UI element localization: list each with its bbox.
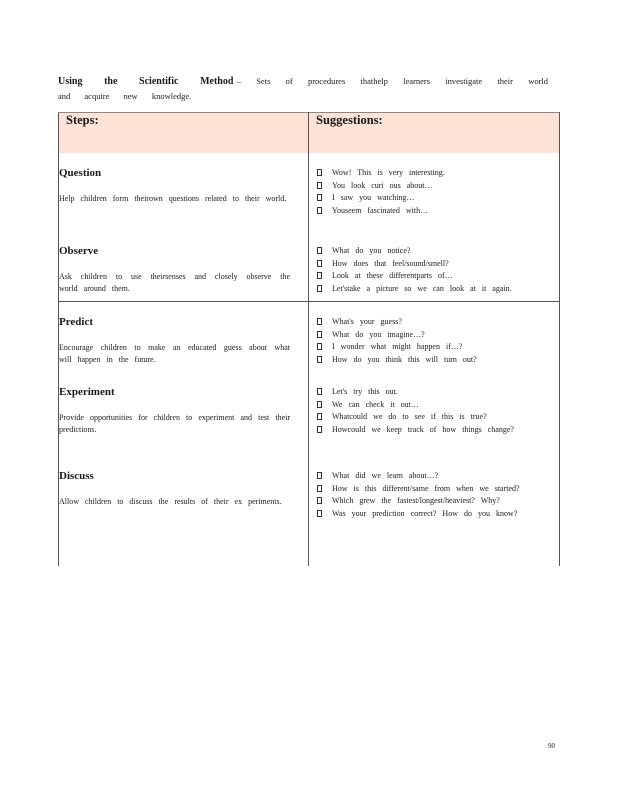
list-item: Howcould we keep track of how things change? bbox=[317, 424, 543, 437]
list-item: Wow! This is very interesting. bbox=[317, 167, 543, 180]
list-item: Was your prediction correct? How do you know? bbox=[317, 508, 543, 521]
checkbox-bullet-icon bbox=[317, 169, 322, 176]
list-item: How is this different/same from when we started? bbox=[317, 483, 543, 496]
list-item: Look at these differentparts of… bbox=[317, 270, 543, 283]
checkbox-bullet-icon bbox=[317, 318, 322, 325]
intro-paragraph bbox=[58, 74, 548, 103]
suggestion-list bbox=[309, 316, 559, 366]
checkbox-bullet-icon bbox=[317, 510, 322, 517]
checkbox-bullet-icon bbox=[317, 260, 322, 267]
suggestion-list bbox=[309, 386, 559, 436]
list-item: Whatcould we do to see if this is true? bbox=[317, 411, 543, 424]
scientific-method-table bbox=[58, 112, 560, 566]
checkbox-bullet-icon bbox=[317, 413, 322, 420]
list-item: We can check it out… bbox=[317, 399, 543, 412]
step-name: Predict bbox=[59, 316, 94, 328]
table-row-observe bbox=[59, 239, 560, 302]
list-item: I wonder what might happen if…? bbox=[317, 341, 543, 354]
list-item: Which grew the fastest/longest/heaviest? Why? bbox=[317, 495, 543, 508]
checkbox-bullet-icon bbox=[317, 356, 322, 363]
suggestion-list bbox=[309, 470, 559, 520]
table-row-experiment bbox=[59, 378, 560, 466]
step-description: Provide opportunities for children to experiment and test their predictions. bbox=[59, 413, 290, 434]
list-item: Let'stake a picture so we can look at it again. bbox=[317, 283, 543, 296]
checkbox-bullet-icon bbox=[317, 485, 322, 492]
step-name: Observe bbox=[59, 245, 99, 257]
table-row-predict bbox=[59, 302, 560, 379]
table-row-discuss bbox=[59, 466, 560, 566]
step-description: Ask children to use theirsenses and closely observe the world around them. bbox=[59, 272, 290, 293]
section-description: – Sets of procedures thathelp learners investigate their world and acquire new knowledge. bbox=[58, 76, 549, 101]
list-item: What do you imagine…? bbox=[317, 329, 543, 342]
header-steps: Steps: bbox=[59, 113, 309, 154]
checkbox-bullet-icon bbox=[317, 401, 322, 408]
checkbox-bullet-icon bbox=[317, 497, 322, 504]
step-description: Allow children to discuss the results of their ex periments. bbox=[59, 497, 282, 506]
suggestion-list bbox=[309, 245, 559, 295]
checkbox-bullet-icon bbox=[317, 272, 322, 279]
list-item: How does that feel/sound/smell? bbox=[317, 258, 543, 271]
step-description: Help children form theirown questions related to their world. bbox=[59, 194, 287, 203]
list-item: How do you think this will turn out? bbox=[317, 354, 543, 367]
suggestion-list bbox=[309, 167, 559, 217]
step-description: Encourage children to make an educated guess about what will happen in the future. bbox=[59, 343, 290, 364]
checkbox-bullet-icon bbox=[317, 472, 322, 479]
checkbox-bullet-icon bbox=[317, 331, 322, 338]
checkbox-bullet-icon bbox=[317, 285, 322, 292]
step-name: Experiment bbox=[59, 386, 115, 398]
section-title: Using the Scientific Method bbox=[58, 76, 234, 87]
list-item: I saw you watching… bbox=[317, 192, 543, 205]
checkbox-bullet-icon bbox=[317, 426, 322, 433]
list-item: What do you notice? bbox=[317, 245, 543, 258]
header-suggestions: Suggestions: bbox=[309, 113, 560, 154]
checkbox-bullet-icon bbox=[317, 388, 322, 395]
checkbox-bullet-icon bbox=[317, 247, 322, 254]
table-header-row bbox=[59, 113, 560, 154]
checkbox-bullet-icon bbox=[317, 207, 322, 214]
checkbox-bullet-icon bbox=[317, 194, 322, 201]
checkbox-bullet-icon bbox=[317, 182, 322, 189]
step-name: Discuss bbox=[59, 470, 94, 482]
step-name: Question bbox=[59, 167, 102, 179]
table-row-question bbox=[59, 153, 560, 239]
list-item: You look curi ous about… bbox=[317, 180, 543, 193]
list-item: Let's try this out. bbox=[317, 386, 543, 399]
page-number: 90 bbox=[548, 742, 555, 750]
list-item: What did we learn about…? bbox=[317, 470, 543, 483]
list-item: Youseem fascinated with… bbox=[317, 205, 543, 218]
checkbox-bullet-icon bbox=[317, 343, 322, 350]
list-item: What's your guess? bbox=[317, 316, 543, 329]
